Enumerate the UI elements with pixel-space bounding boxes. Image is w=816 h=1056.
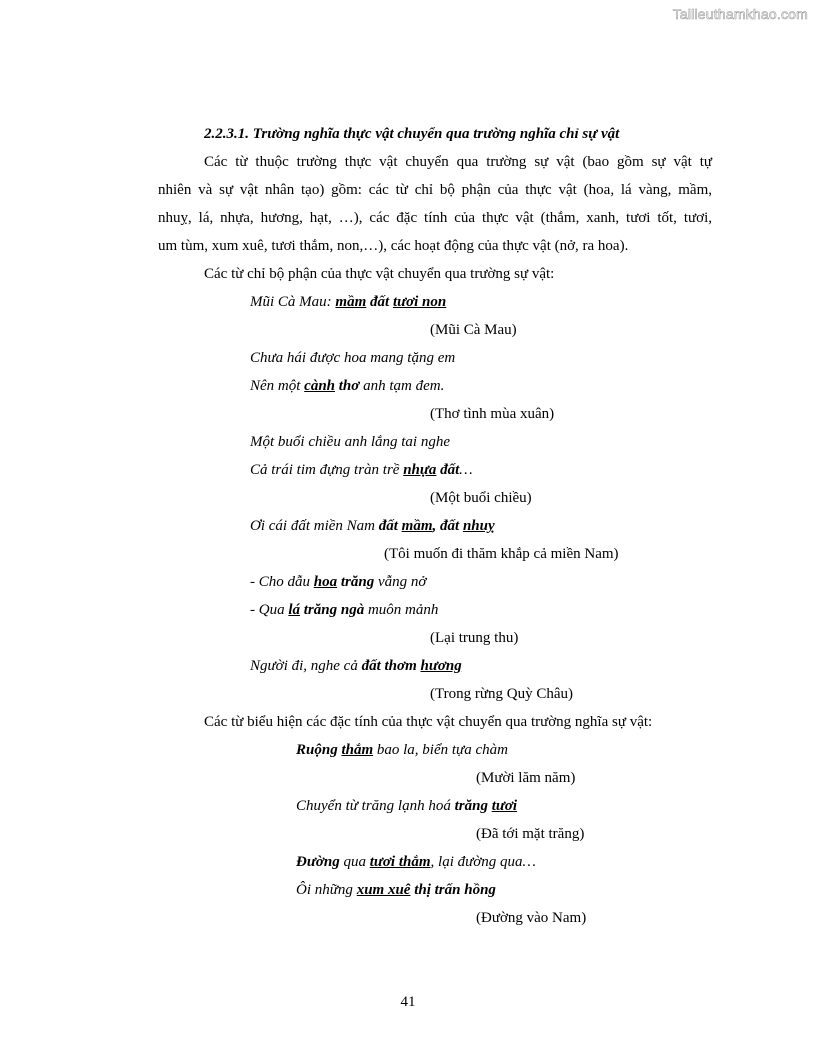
example-9-line-1: Đường qua tươi thắm, lại đường qua…: [296, 854, 536, 870]
example-8-source: (Đã tới mặt trăng): [476, 826, 585, 842]
paragraph-line-1: Các từ thuộc trường thực vật chuyển qua trường sự vật (bao gồm sự vật tự: [204, 154, 712, 170]
example-5-line-1: - Cho dẫu hoa trăng vẫng nở: [250, 574, 427, 590]
bold-word: đất thơm: [361, 658, 417, 674]
example-7-line: Ruộng thắm bao la, biển tựa chàm: [296, 742, 508, 758]
example-2-line-1: Chưa hái được hoa mang tặng em: [250, 350, 456, 366]
example-9-source: (Đường vào Nam): [476, 910, 587, 926]
paragraph-line-2: nhiên và sự vật nhân tạo) gồm: các từ chỉ bộ phận của thực vật (hoa, lá vàng, mầm,: [158, 182, 712, 198]
watermark: Tailieuthamkhao.com: [672, 6, 808, 22]
example-6-source: (Trong rừng Quỳ Châu): [430, 686, 573, 702]
example-3-line-2: Cả trái tim đựng tràn trề nhựa đất…: [250, 462, 473, 478]
example-1-source: (Mũi Cà Mau): [430, 322, 517, 338]
example-8-line: Chuyển từ trăng lạnh hoá trăng tươi: [296, 798, 518, 814]
example-4-source: (Tôi muốn đi thăm khắp cả miền Nam): [384, 546, 619, 562]
bold-word: Ruộng: [296, 742, 338, 758]
paragraph-line-3: nhuỵ, lá, nhựa, hương, hạt, …), các đặc tính của thực vật (thắm, xanh, tươi tốt, tươi,: [158, 210, 712, 226]
bold-word: trăng: [340, 574, 375, 590]
section2-intro: Các từ biểu hiện các đặc tính của thực vật chuyển qua trường nghĩa sự vật:: [204, 714, 653, 730]
highlight-word: cành: [304, 378, 336, 394]
bold-word: trăng ngà: [303, 602, 365, 618]
example-6-line: Người đi, nghe cả đất thơm hương: [250, 658, 462, 674]
example-9-line-2: Ôi những xum xuê thị trấn hồng: [296, 882, 496, 898]
highlight-word: hương: [420, 658, 462, 674]
bold-word: đất: [370, 294, 390, 310]
example-5-line-2: - Qua lá trăng ngà muôn mảnh: [250, 602, 439, 618]
highlight-word: thắm: [341, 742, 374, 758]
example-5-source: (Lại trung thu): [430, 630, 519, 646]
example-1-line: Mũi Cà Mau: mầm đất tươi non: [250, 294, 447, 310]
highlight-word: mầm: [401, 518, 433, 534]
paragraph-line-4: um tùm, xum xuê, tươi thắm, non,…), các hoạt động của thực vật (nở, ra hoa).: [158, 238, 629, 254]
example-4-line: Ơi cái đất miền Nam đất mầm, đất nhuỵ: [250, 518, 495, 534]
example-2-source: (Thơ tình mùa xuân): [430, 406, 555, 422]
highlight-word: tươi thắm: [369, 854, 431, 870]
bold-word: đất: [378, 518, 398, 534]
example-3-line-1: Một buổi chiều anh lắng tai nghe: [250, 434, 450, 450]
bold-word: đất: [440, 462, 460, 478]
example-2-line-2: Nên một cành thơ anh tạm đem.: [250, 378, 445, 394]
highlight-word: nhuỵ: [462, 518, 495, 534]
highlight-word: tươi: [491, 798, 518, 814]
bold-word: thơ: [338, 378, 360, 394]
highlight-word: lá: [288, 602, 300, 618]
highlight-word: nhựa: [403, 462, 437, 478]
highlight-word: xum xuê: [356, 882, 411, 898]
bold-word: thị trấn hồng: [414, 882, 496, 898]
highlight-word: hoa: [313, 574, 338, 590]
bold-word: trăng: [454, 798, 488, 814]
page-number: 41: [400, 994, 416, 1010]
bold-word: đất: [440, 518, 460, 534]
example-3-source: (Một buổi chiều): [430, 490, 532, 506]
example-7-source: (Mười lăm năm): [476, 770, 576, 786]
section-heading: 2.2.3.1. Trường nghĩa thực vật chuyển qua trường nghĩa chỉ sự vật: [204, 126, 620, 142]
bold-word: Đường: [296, 854, 340, 870]
highlight-word: mầm: [335, 294, 367, 310]
highlight-word: tươi non: [392, 294, 447, 310]
section1-intro: Các từ chỉ bộ phận của thực vật chuyển qua trường sự vật:: [204, 266, 555, 282]
